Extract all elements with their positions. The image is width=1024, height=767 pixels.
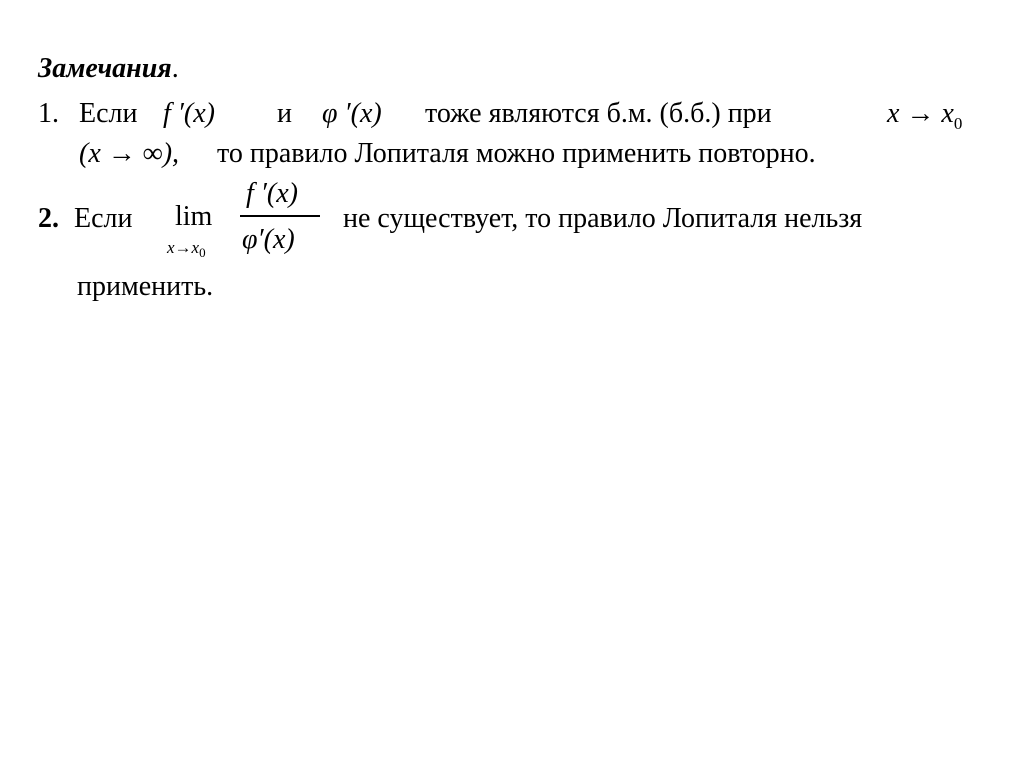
remark2-lim: lim — [175, 201, 213, 232]
remark2-denominator: φ′(x) — [242, 224, 295, 255]
remark2-numerator: f ′(x) — [246, 178, 298, 209]
heading-text: Замечания — [38, 53, 172, 84]
remark2-lim-subscript — [167, 238, 206, 260]
remark2-if: Если — [74, 203, 133, 234]
remark2-line1: не существует, то правило Лопиталя нельзя — [343, 203, 863, 234]
remark1-f-prime: f ′(x) — [163, 98, 215, 129]
remark1-and: и — [277, 98, 292, 129]
remark2-line2: применить. — [77, 271, 214, 302]
fraction-bar — [240, 215, 320, 217]
remark1-line2: то правило Лопиталя можно применить повторно. — [217, 138, 816, 169]
remark2-number: 2. — [38, 203, 59, 234]
remark1-x-sub: 0 — [953, 114, 963, 133]
remark1-paren-inf: (x → ∞), — [79, 138, 180, 169]
remark1-x-to: x → x — [887, 98, 954, 129]
remark1-if: Если — [79, 98, 138, 129]
remark1-phi-prime: φ ′(x) — [322, 98, 382, 129]
heading-dot: . — [171, 53, 179, 84]
remark1-number: 1. — [38, 98, 59, 129]
remarks-heading — [38, 55, 179, 83]
remark2-lim-sub: x→x — [167, 238, 200, 257]
remark1-x-to-x0 — [887, 98, 963, 133]
remark2-lim-sub-index: 0 — [199, 245, 206, 260]
remark1-also-text: тоже являются б.м. (б.б.) при — [425, 98, 772, 129]
